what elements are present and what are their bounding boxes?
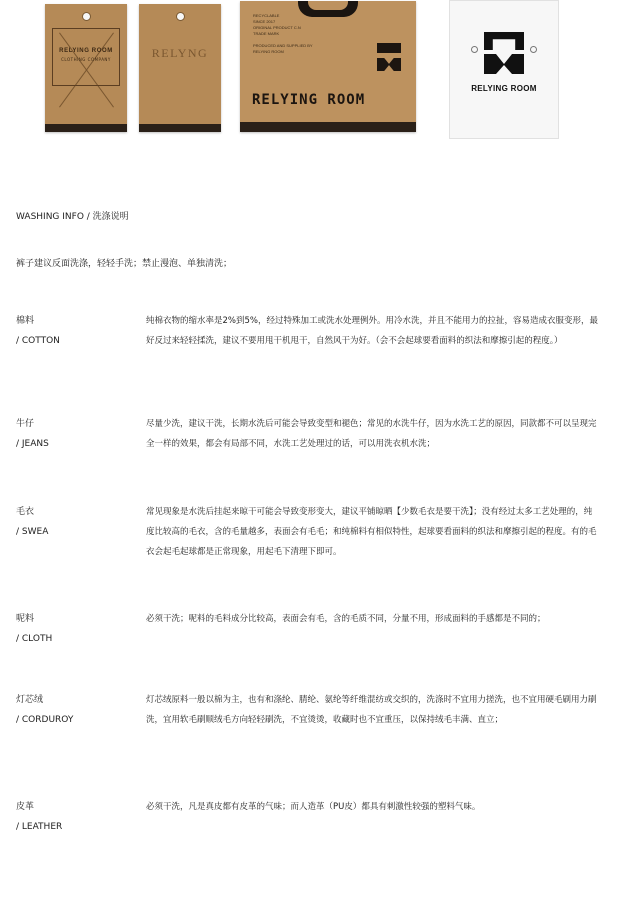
section-heading: WASHING INFO / 洗涤说明: [16, 212, 129, 222]
care-description: 必须干洗，凡是真皮都有皮革的气味；而人造革（PU皮）都具有刺激性较强的塑料气味。: [146, 802, 481, 812]
shopping-bag-image: [240, 1, 416, 132]
material-name-cn: 棉料: [16, 316, 35, 326]
material-name-en: / JEANS: [16, 439, 49, 449]
tag-brand-text: RELYING ROOM: [59, 48, 113, 54]
product-photo-strip: [0, 0, 620, 140]
material-label: [16, 797, 126, 837]
care-description: 灯芯绒原料一般以棉为主，也有和涤纶、腈纶、氨纶等纤维混纺或交织的，洗涤时不宜用力搓洗，也不宜用硬毛刷用力刷洗，宜用软毛刷顺绒毛方向轻轻刷洗，不宜烫烫，收藏时也不宜重压，以保持绒毛丰满、直立；: [146, 695, 597, 725]
material-name-en: / CLOTH: [16, 634, 53, 644]
pouch-brand-text: RELYING ROOM: [471, 84, 537, 93]
material-name-cn: 灯芯绒: [16, 695, 44, 705]
material-name-en: / CORDUROY: [16, 715, 74, 725]
brand-logo-icon: [484, 32, 524, 74]
material-name-cn: 皮革: [16, 802, 35, 812]
hang-tag-image: [139, 4, 221, 132]
material-name-cn: 牛仔: [16, 419, 35, 429]
material-name-en: / SWEA: [16, 527, 49, 537]
care-description: 尽量少洗，建议干洗，长期水洗后可能会导致变型和褪色；常见的水洗牛仔，因为水洗工艺的原因，同款都不可以呈现完全一样的效果，都会有局部不同，水洗工艺处理过的话，可以用洗衣机水洗；: [146, 419, 597, 449]
brand-logo-icon: [377, 43, 401, 71]
tag-subtitle-text: CLOTHING COMPANY: [61, 57, 111, 62]
material-label: [16, 502, 126, 542]
material-name-cn: 呢料: [16, 614, 35, 624]
material-name-en: / LEATHER: [16, 822, 63, 832]
material-label: [16, 609, 126, 649]
material-label: [16, 311, 126, 351]
bag-brand-text: RELYING ROOM: [252, 92, 366, 108]
hang-tag-image: [45, 4, 127, 132]
material-name-en: / COTTON: [16, 336, 60, 346]
care-description: 常见现象是水洗后挂起来晾干可能会导致变形变大，建议平铺晾晒【少数毛衣是要干洗】；没有经过太多工艺处理的，纯度比较高的毛衣，含的毛量越多，表面会有毛毛；和纯棉料有相似特性，起球要看面料的织法和摩擦引起的程度。有的毛衣会起毛起球都是正常现象，用起毛下清理下即可。: [146, 507, 597, 557]
care-description: 纯棉衣物的缩水率是2%到5%，经过特殊加工或洗水处理例外。用冷水洗，并且不能用力的拉扯，容易造成衣服变形，最好反过来轻轻揉洗，建议不要用甩干机甩干，自然风干为好。（会不会起球要看面料的织法和摩擦引起的程度。）: [146, 316, 598, 346]
tag-hole: [82, 12, 91, 21]
care-description: 必须干洗；呢料的毛料成分比较高，表面会有毛，含的毛质不同，分量不用，形成面料的手感都是不同的；: [146, 614, 546, 624]
material-name-cn: 毛衣: [16, 507, 35, 517]
intro-text: 裤子建议反面洗涤，轻轻手洗；禁止漫泡、单独清洗；: [16, 259, 233, 269]
bag-small-print: RECYCLABLE SINCE 2017 ORIGINAL PRODUCT C.N TRADE MARK PRODUCED AND SUPPLIED BY RELYING ROOM: [253, 13, 313, 54]
material-label: [16, 690, 126, 730]
material-label: [16, 414, 126, 454]
packaging-pouch-image: [449, 0, 559, 139]
tag-brand-text: RELYNG: [151, 46, 209, 60]
tag-hole: [176, 12, 185, 21]
